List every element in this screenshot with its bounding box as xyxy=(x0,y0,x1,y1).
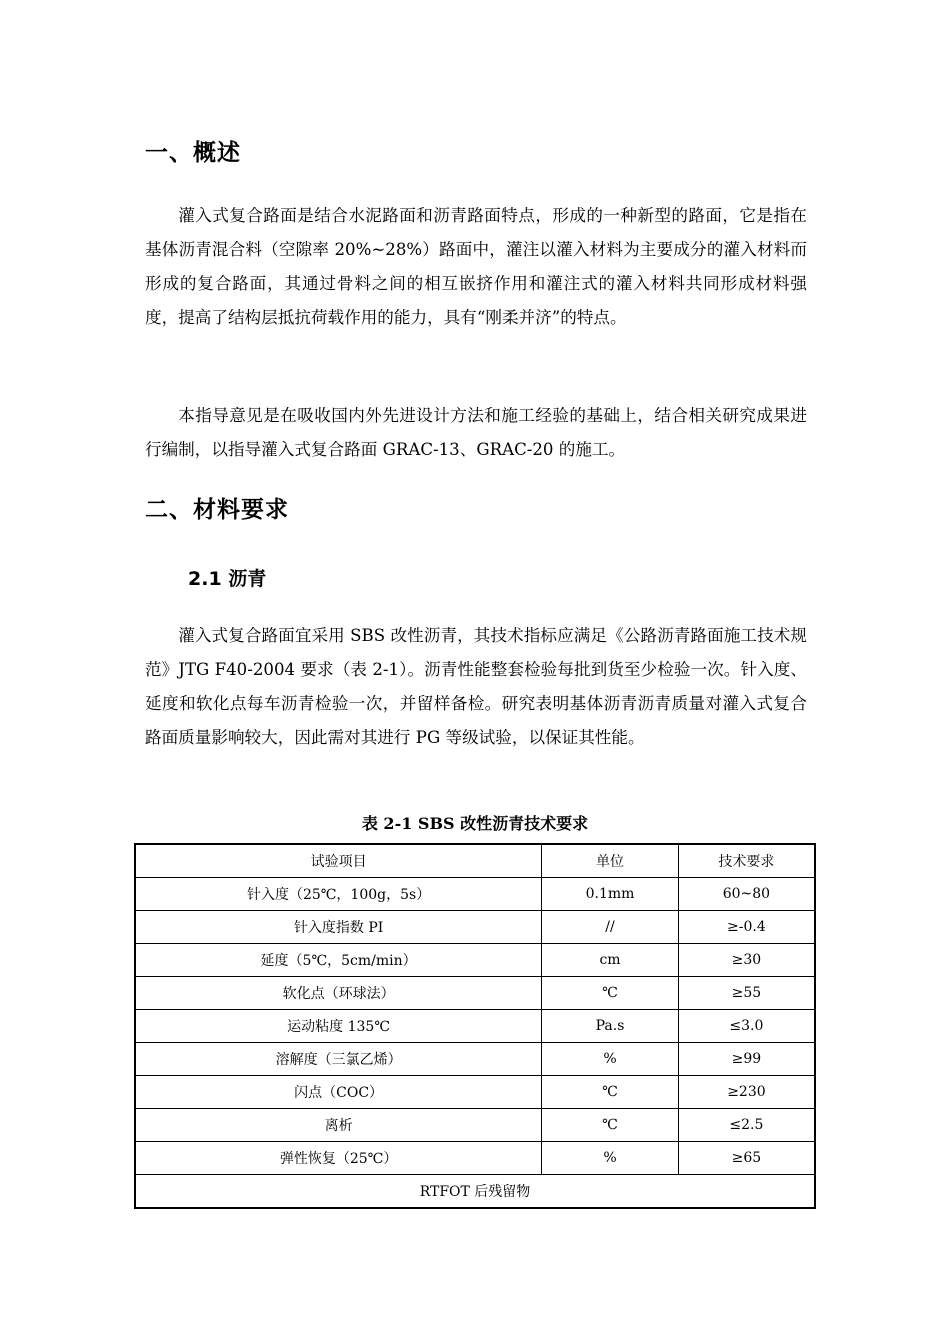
cell-item: 延度（5℃，5cm/min） xyxy=(135,944,542,977)
table-row xyxy=(135,878,815,911)
cell-item: 闪点（COC） xyxy=(135,1076,542,1109)
table-row xyxy=(135,944,815,977)
paragraph-overview-2: 本指导意见是在吸收国内外先进设计方法和施工经验的基础上，结合相关研究成果进行编制，以指导灌入式复合路面 GRAC-13、GRAC-20 的施工。 xyxy=(145,406,807,459)
table-header-row xyxy=(135,844,815,878)
cell-item: 运动粘度 135℃ xyxy=(135,1010,542,1043)
table-row xyxy=(135,1142,815,1175)
cell-unit: cm xyxy=(542,944,679,977)
table-footer-row xyxy=(135,1175,815,1209)
cell-requirement: ≥30 xyxy=(678,944,815,977)
cell-item: 溶解度（三氯乙烯） xyxy=(135,1043,542,1076)
cell-requirement: ≥230 xyxy=(678,1076,815,1109)
cell-unit: Pa.s xyxy=(542,1010,679,1043)
table-row xyxy=(135,1076,815,1109)
cell-item: 离析 xyxy=(135,1109,542,1142)
table-row xyxy=(135,977,815,1010)
cell-item: 针入度指数 PI xyxy=(135,911,542,944)
cell-unit: ℃ xyxy=(542,977,679,1010)
cell-unit: ℃ xyxy=(542,1109,679,1142)
section-heading-overview: 一、概述 xyxy=(145,140,241,166)
cell-item: 弹性恢复（25℃） xyxy=(135,1142,542,1175)
table-row xyxy=(135,1109,815,1142)
cell-rtfot-residue: RTFOT 后残留物 xyxy=(135,1175,815,1209)
cell-unit: ℃ xyxy=(542,1076,679,1109)
header-unit: 单位 xyxy=(542,844,679,878)
cell-unit: // xyxy=(542,911,679,944)
cell-item: 软化点（环球法） xyxy=(135,977,542,1010)
subsection-heading-asphalt: 2.1 沥青 xyxy=(188,568,267,590)
cell-unit: % xyxy=(542,1043,679,1076)
sbs-requirements-table xyxy=(134,843,816,1209)
table-row xyxy=(135,1010,815,1043)
cell-requirement: 60~80 xyxy=(678,878,815,911)
paragraph-asphalt: 灌入式复合路面宜采用 SBS 改性沥青，其技术指标应满足《公路沥青路面施工技术规范》JTG F40-2004 要求（表 2-1）。沥青性能整套检验每批到货至少检验一次。针入度、延度和软化点每车沥青检验一次，并留样备检。研究表明基体沥青沥青质量对灌入式复合路面质量影响较大，因此需对其进行 PG 等级试验，以保证其性能。 xyxy=(145,626,807,747)
table-row xyxy=(135,911,815,944)
cell-requirement: ≤2.5 xyxy=(678,1109,815,1142)
table-caption: 表 2-1 SBS 改性沥青技术要求 xyxy=(361,814,589,833)
section-heading-materials: 二、材料要求 xyxy=(145,497,289,523)
cell-requirement: ≥55 xyxy=(678,977,815,1010)
cell-unit: 0.1mm xyxy=(542,878,679,911)
header-requirement: 技术要求 xyxy=(678,844,815,878)
cell-requirement: ≥99 xyxy=(678,1043,815,1076)
table-row xyxy=(135,1043,815,1076)
cell-item: 针入度（25℃，100g，5s） xyxy=(135,878,542,911)
paragraph-overview-1: 灌入式复合路面是结合水泥路面和沥青路面特点，形成的一种新型的路面，它是指在基体沥青混合料（空隙率 20%~28%）路面中，灌注以灌入材料为主要成分的灌入材料而形成的复合路面，其通过骨料之间的相互嵌挤作用和灌注式的灌入材料共同形成材料强度，提高了结构层抵抗荷载作用的能力，具有“刚柔并济”的特点。 xyxy=(145,206,807,327)
cell-requirement: ≤3.0 xyxy=(678,1010,815,1043)
header-test-item: 试验项目 xyxy=(135,844,542,878)
cell-unit: % xyxy=(542,1142,679,1175)
cell-requirement: ≥65 xyxy=(678,1142,815,1175)
cell-requirement: ≥-0.4 xyxy=(678,911,815,944)
